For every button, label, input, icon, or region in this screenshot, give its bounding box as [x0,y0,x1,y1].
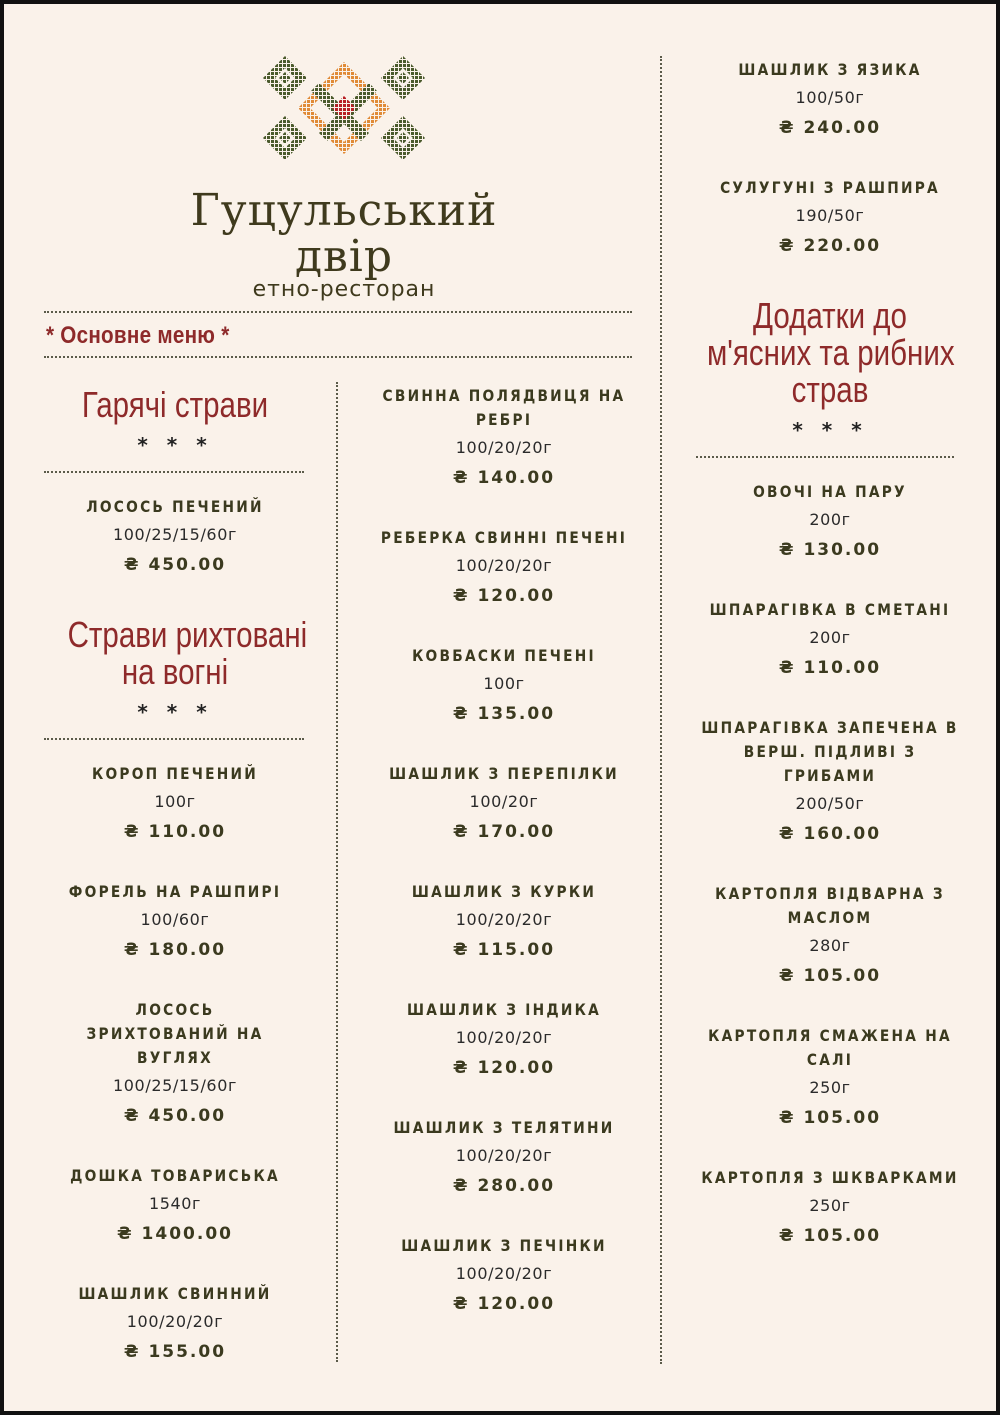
divider [696,456,954,458]
menu-item [44,1282,306,1363]
menu-item [354,1234,654,1315]
column-divider [660,56,662,1364]
section-title-hot-dishes: Гарячі страви [81,384,269,425]
item-name-line: ШАШЛИК З ЯЗИКА [738,60,922,79]
section-title-sides [707,297,953,408]
item-weight: 280г [809,936,851,955]
item-name-line: ШАШЛИК З ПЕЧІНКИ [401,1236,607,1255]
item-name-line: РЕБЕРКА СВИННІ ПЕЧЕНІ [380,528,628,547]
menu-item [354,526,654,607]
item-weight: 100/25/15/60г [113,525,237,544]
item-weight: 100/20г [469,792,539,811]
menu-item [354,762,654,843]
item-price: ₴ 155.00 [123,1342,227,1362]
item-weight: 250г [809,1078,851,1097]
item-name-line: ВЕРШ. ПІДЛИВІ З ГРИБАМИ [743,742,917,785]
item-name: ЛОСОСЬ ПЕЧЕНИЙ [86,497,264,516]
item-price: ₴ 180.00 [123,940,227,960]
section-title-line: Страви рихтовані [67,614,308,655]
item-weight: 100/20/20г [455,556,553,575]
item-price: ₴ 110.00 [123,822,227,842]
item-weight: 100г [483,674,525,693]
item-weight: 100/20/20г [455,1146,553,1165]
item-name: ФОРЕЛЬ НА РАШПИРІ [68,882,282,901]
item-price: ₴ 160.00 [778,824,882,844]
section-title-grilled [67,614,308,692]
divider [44,738,304,740]
item-weight: 100/20/20г [455,1028,553,1047]
item-price: ₴ 135.00 [452,704,556,724]
menu-item [44,998,306,1127]
menu-item [680,882,980,987]
item-price: ₴ 450.00 [123,1106,227,1126]
item-name: ДОШКА ТОВАРИСЬКА [70,1166,280,1185]
menu-item [44,762,306,843]
item-price: ₴ 115.00 [452,940,556,960]
divider [44,356,632,358]
item-price: ₴ 110.00 [778,658,882,678]
section-title-line: страв [791,369,869,410]
item-price: ₴ 105.00 [778,966,882,986]
restaurant-name: Гуцульський двір [190,185,498,282]
item-weight: 1540г [148,1194,202,1213]
restaurant-logo [144,52,544,302]
menu-item [680,1024,980,1129]
item-price: ₴ 220.00 [778,236,882,256]
item-name-line: ШАШЛИК З ТЕЛЯТИНИ [393,1118,615,1137]
item-name-line: РЕБРІ [475,410,533,429]
menu-item [44,495,306,576]
item-weight: 100/20/20г [126,1312,224,1331]
divider [44,311,632,313]
divider [44,471,304,473]
menu-item [354,644,654,725]
item-name-line: ОВОЧІ НА ПАРУ [753,482,907,501]
menu-item [680,480,980,561]
item-weight: 200г [809,628,851,647]
restaurant-subtitle: етно-ресторан [252,277,436,302]
embroidery-ornament-icon [259,52,429,164]
menu-item [680,598,980,679]
menu-item [354,998,654,1079]
item-weight: 200/50г [795,794,865,813]
item-weight: 100/50г [795,88,865,107]
item-name-line: ВУГЛЯХ [137,1048,213,1067]
item-weight: 100г [154,792,196,811]
menu-column-3 [680,58,980,1247]
column-divider [336,382,338,1362]
menu-item [680,176,980,257]
item-name-line: КАРТОПЛЯ СМАЖЕНА НА САЛІ [708,1026,952,1069]
menu-item [680,58,980,139]
item-price: ₴ 105.00 [778,1226,882,1246]
item-name: КОРОП ПЕЧЕНИЙ [91,764,259,783]
item-price: ₴ 120.00 [452,586,556,606]
menu-item [44,1164,306,1245]
menu-item [354,880,654,961]
item-name-line: КОВБАСКИ ПЕЧЕНІ [412,646,596,665]
item-name-line: МАСЛОМ [787,908,873,927]
menu-item [680,716,980,845]
item-name-line: ЛОСОСЬ ЗРИХТОВАНИЙ НА [86,1000,264,1043]
section-stars: * * * [137,700,213,724]
item-weight: 200г [809,510,851,529]
item-name-line: ШАШЛИК З КУРКИ [411,882,597,901]
item-price: ₴ 280.00 [452,1176,556,1196]
item-name-line: ШПАРАГІВКА ЗАПЕЧЕНА В [701,718,959,737]
item-name: ШАШЛИК СВИННИЙ [78,1284,272,1303]
item-price: ₴ 450.00 [123,555,227,575]
item-weight: 100/60г [140,910,210,929]
item-price: ₴ 1400.00 [117,1224,233,1244]
item-weight: 190/50г [795,206,865,225]
section-title-line: Додатки до [753,295,907,336]
main-menu-label: * Основне меню * [46,322,230,349]
menu-item [354,1116,654,1197]
menu-column-1 [44,386,306,1363]
item-price: ₴ 105.00 [778,1108,882,1128]
item-price: ₴ 120.00 [452,1294,556,1314]
item-price: ₴ 170.00 [452,822,556,842]
item-weight: 100/20/20г [455,1264,553,1283]
item-name-line: КАРТОПЛЯ ВІДВАРНА З [715,884,945,903]
item-price: ₴ 130.00 [778,540,882,560]
item-weight: 100/20/20г [455,910,553,929]
item-name-line: ШАШЛИК З ІНДИКА [406,1000,602,1019]
section-stars: * * * [792,418,868,442]
menu-item [354,384,654,489]
item-name-line: СУЛУГУНІ З РАШПИРА [720,178,940,197]
item-weight: 100/25/15/60г [113,1076,237,1095]
item-name-line: СВИННА ПОЛЯДВИЦЯ НА [382,386,626,405]
section-title-line: на вогні [121,651,229,692]
item-price: ₴ 240.00 [778,118,882,138]
item-name-line: ШАШЛИК З ПЕРЕПІЛКИ [389,764,619,783]
menu-item [680,1166,980,1247]
menu-item [44,880,306,961]
item-price: ₴ 120.00 [452,1058,556,1078]
menu-column-2 [354,384,654,1315]
section-title-line: м'ясних та рибних [707,332,955,373]
section-stars: * * * [137,433,213,457]
item-weight: 250г [809,1196,851,1215]
item-name-line: ШПАРАГІВКА В СМЕТАНІ [709,600,951,619]
item-weight: 100/20/20г [455,438,553,457]
item-name-line: КАРТОПЛЯ З ШКВАРКАМИ [701,1168,959,1187]
item-price: ₴ 140.00 [452,468,556,488]
